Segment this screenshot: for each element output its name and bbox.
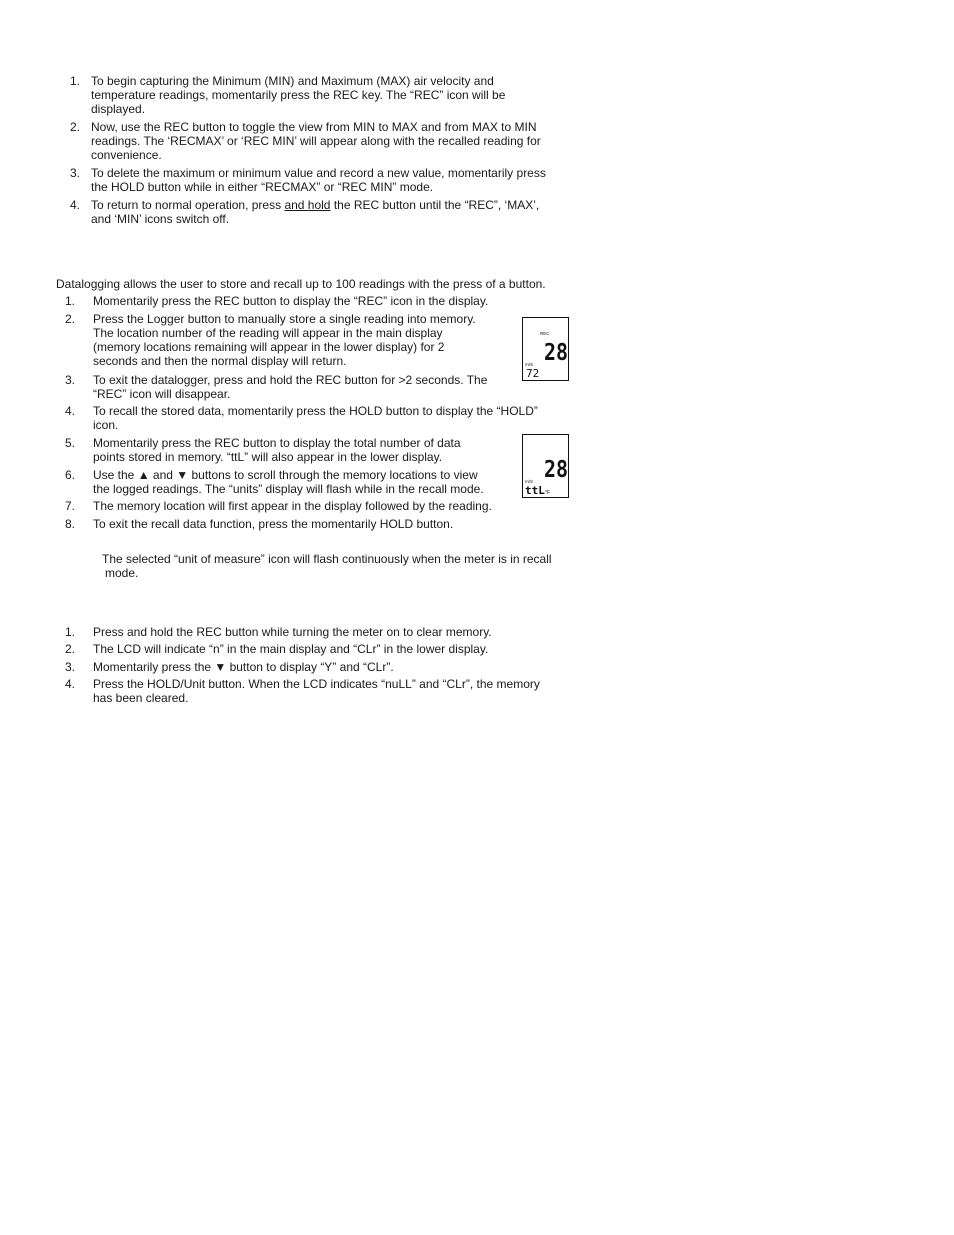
lcd-illustration-logging bbox=[522, 317, 569, 381]
lcd-display-graphic bbox=[523, 318, 568, 380]
minmax-item-4-line-2: and ‘MIN’ icons switch off. bbox=[91, 212, 230, 226]
lcd-display-graphic bbox=[523, 435, 568, 497]
minmax-item-3-line-1: To delete the maximum or minimum value and record a new value, momentarily press bbox=[91, 166, 546, 180]
recall-note-line-1: The selected “unit of measure” icon will flash continuously when the meter is in recall bbox=[102, 552, 552, 566]
lcd-illustration-recall bbox=[522, 434, 569, 498]
datalog-item-4-line-1: To recall the stored data, momentarily press the HOLD button to display the “HOLD” bbox=[93, 404, 538, 418]
datalog-item-2-line-3: (memory locations remaining will appear in the lower display) for 2 bbox=[93, 340, 445, 354]
datalog-item-4-line-2: icon. bbox=[93, 418, 119, 432]
minmax-item-1-line-1: To begin capturing the Minimum (MIN) and Maximum (MAX) air velocity and bbox=[91, 74, 494, 88]
datalog-item-2-line-1: Press the Logger button to manually store a single reading into memory. bbox=[93, 312, 476, 326]
list-number: 1. bbox=[70, 74, 81, 88]
clear-item-1-line-1: Press and hold the REC button while turning the meter on to clear memory. bbox=[93, 625, 492, 639]
lcd-lower-reading: ttL bbox=[525, 484, 545, 497]
datalog-item-5-line-2: points stored in memory. “ttL” will also appear in the lower display. bbox=[93, 450, 443, 464]
underlined-emphasis: and hold bbox=[284, 198, 331, 212]
list-number: 2. bbox=[65, 312, 76, 326]
lcd-temp-unit: °F bbox=[545, 490, 551, 496]
minmax-item-3-line-2: the HOLD button while in either “RECMAX” or “REC MIN” mode. bbox=[91, 180, 434, 194]
minmax-item-4-line-1 bbox=[91, 198, 539, 212]
lcd-main-reading: 28 bbox=[544, 457, 568, 483]
datalog-item-6-line-2: the logged readings. The “units” display will flash while in the recall mode. bbox=[93, 482, 484, 496]
lcd-rec-indicator: REC bbox=[540, 331, 550, 336]
lcd-unit-label: m/S bbox=[525, 362, 534, 367]
list-number: 2. bbox=[70, 120, 81, 134]
text-segment: the REC button until the “REC”, ‘MAX’, bbox=[330, 198, 540, 212]
list-number: 2. bbox=[65, 642, 76, 656]
datalogging-intro: Datalogging allows the user to store and recall up to 100 readings with the press of a button. bbox=[56, 277, 546, 291]
lcd-unit-label: m/S bbox=[525, 479, 534, 484]
datalog-item-2-line-4: seconds and then the normal display will return. bbox=[93, 354, 347, 368]
text-segment: To return to normal operation, press bbox=[91, 198, 285, 212]
lcd-main-reading: 28 bbox=[544, 340, 568, 366]
clear-item-3-line-1: Momentarily press the ▼ button to display “Y” and “CLr”. bbox=[93, 660, 394, 674]
datalog-item-5-line-1: Momentarily press the REC button to display the total number of data bbox=[93, 436, 461, 450]
lcd-lower-reading: 72 bbox=[526, 367, 540, 380]
list-number: 8. bbox=[65, 517, 76, 531]
list-number: 3. bbox=[65, 373, 76, 387]
datalog-item-2-line-2: The location number of the reading will appear in the main display bbox=[93, 326, 443, 340]
clear-item-4-line-1: Press the HOLD/Unit button. When the LCD indicates “nuLL” and “CLr”, the memory bbox=[93, 677, 540, 691]
datalog-item-8-line-1: To exit the recall data function, press the momentarily HOLD button. bbox=[93, 517, 454, 531]
list-number: 4. bbox=[65, 677, 76, 691]
minmax-item-1-line-3: displayed. bbox=[91, 102, 146, 116]
list-number: 1. bbox=[65, 294, 76, 308]
list-number: 4. bbox=[65, 404, 76, 418]
datalog-item-1-line-1: Momentarily press the REC button to display the “REC” icon in the display. bbox=[93, 294, 489, 308]
list-number: 6. bbox=[65, 468, 76, 482]
list-number: 3. bbox=[65, 660, 76, 674]
recall-note-line-2: mode. bbox=[105, 566, 139, 580]
minmax-item-2-line-3: convenience. bbox=[91, 148, 162, 162]
datalog-item-6-line-1: Use the ▲ and ▼ buttons to scroll through the memory locations to view bbox=[93, 468, 478, 482]
minmax-item-2-line-2: readings. The ‘RECMAX’ or ‘REC MIN’ will appear along with the recalled reading for bbox=[91, 134, 541, 148]
clear-item-2-line-1: The LCD will indicate “n” in the main display and “CLr” in the lower display. bbox=[93, 642, 489, 656]
minmax-item-1-line-2: temperature readings, momentarily press the REC key. The “REC” icon will be bbox=[91, 88, 506, 102]
datalog-item-7-line-1: The memory location will first appear in the display followed by the reading. bbox=[93, 499, 492, 513]
list-number: 7. bbox=[65, 499, 76, 513]
list-number: 4. bbox=[70, 198, 81, 212]
list-number: 3. bbox=[70, 166, 81, 180]
minmax-item-2-line-1: Now, use the REC button to toggle the view from MIN to MAX and from MAX to MIN bbox=[91, 120, 537, 134]
clear-item-4-line-2: has been cleared. bbox=[93, 691, 189, 705]
list-number: 1. bbox=[65, 625, 76, 639]
datalog-item-3-line-1: To exit the datalogger, press and hold the REC button for >2 seconds. The bbox=[93, 373, 488, 387]
datalog-item-3-line-2: “REC” icon will disappear. bbox=[93, 387, 231, 401]
list-number: 5. bbox=[65, 436, 76, 450]
